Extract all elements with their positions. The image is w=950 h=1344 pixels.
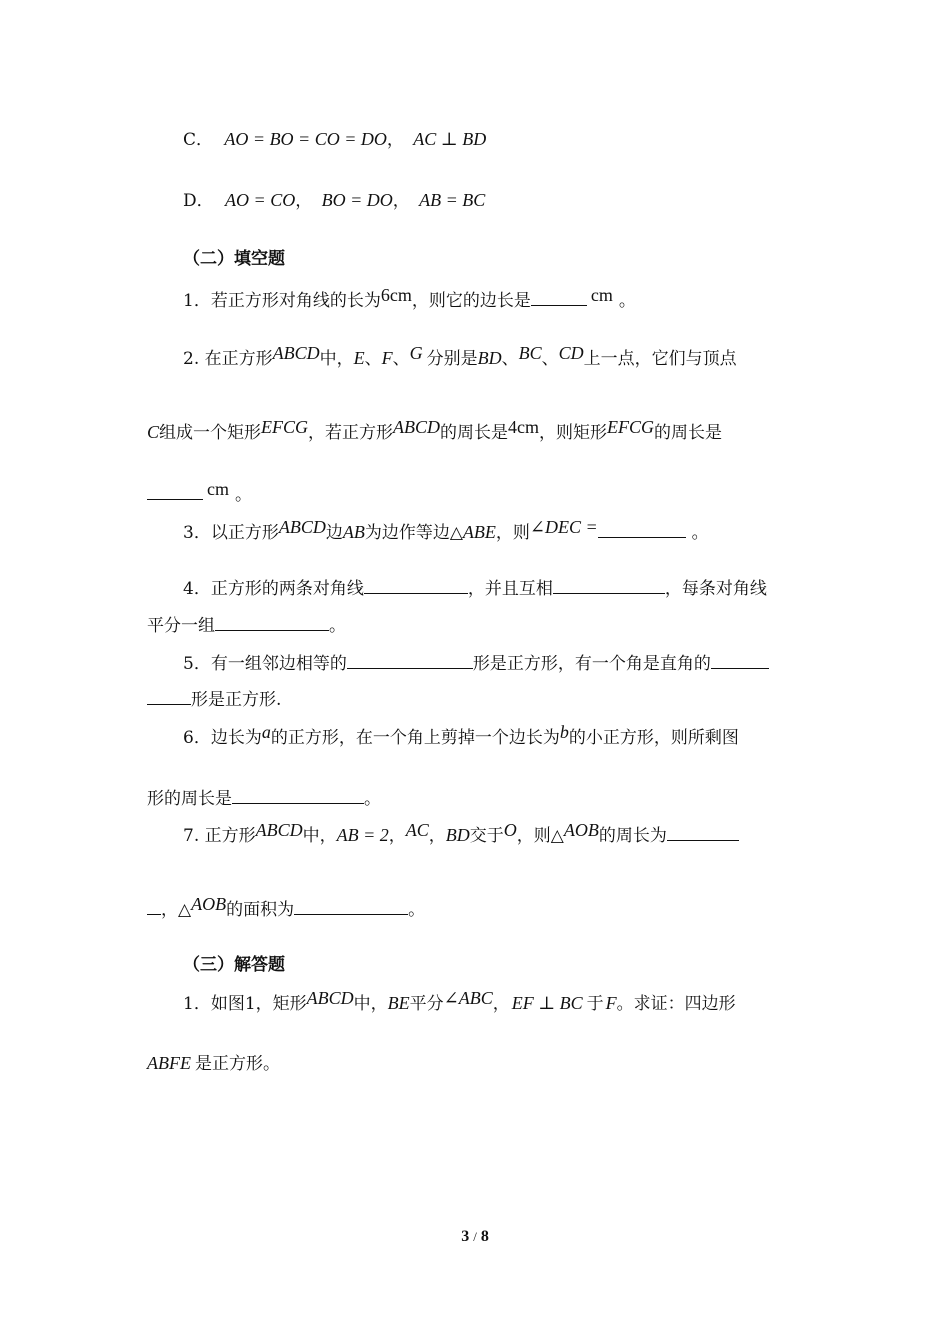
solve-q1-sep: ，	[492, 994, 510, 1014]
page-total: 8	[480, 1228, 489, 1245]
page-slash: /	[473, 1229, 477, 1244]
fill-q2-efcg2: EFCG	[607, 417, 655, 437]
fill-q2-text4: 组成一个矩形	[159, 423, 262, 443]
fill-q7-text: 7. 正方形	[183, 826, 256, 846]
fill-q5-line2	[147, 686, 281, 712]
page-current: 3	[461, 1228, 470, 1245]
fill-q2-g: G	[409, 343, 423, 363]
option-c-sep: ，	[386, 130, 404, 150]
fill-q2-text5: ，若正方形	[308, 423, 394, 443]
fill-q7-o: O	[503, 820, 517, 840]
fill-q2-blank[interactable]	[147, 481, 203, 500]
fill-q3-text: 3．以正方形	[183, 523, 279, 543]
fill-q4-text4: 平分一组	[147, 616, 215, 636]
solve-heading: （三）解答题	[183, 955, 285, 975]
fill-q5-blank1[interactable]	[347, 650, 473, 669]
fill-q2-line3	[147, 481, 252, 507]
fill-q6-line2	[147, 785, 381, 811]
fill-q7-text7: 的面积为	[226, 900, 295, 920]
fill-q3-text4: ，则	[495, 523, 530, 543]
option-d	[183, 188, 485, 213]
fill-q7-abcd: ABCD	[255, 820, 303, 840]
solve-q1-text: 1．如图1，矩形	[183, 994, 307, 1014]
solve-q1-f: F	[605, 993, 617, 1013]
fill-q6-blank[interactable]	[232, 785, 364, 804]
option-d-eq3: AB = BC	[419, 190, 486, 210]
fill-q2-efcg: EFCG	[261, 417, 309, 437]
fill-q1-text: 1．若正方形对角线的长为	[183, 291, 381, 311]
fill-q4-text: 4．正方形的两条对角线	[183, 579, 364, 599]
fill-q1-text2: ，则它的边长是	[411, 291, 531, 311]
fill-q7-text4: ，则△	[516, 826, 564, 846]
fill-q2-text2: 分别是	[426, 349, 478, 369]
fill-q7-aob2: AOB	[191, 894, 227, 914]
fill-q2-e: E	[353, 348, 365, 368]
option-c	[183, 127, 486, 152]
fill-q2-text7: ，则矩形	[539, 423, 608, 443]
fill-q5-blank2-cont[interactable]	[147, 686, 191, 705]
solve-q1-abcd: ABCD	[306, 988, 354, 1008]
fill-q4-blank2[interactable]	[553, 575, 665, 594]
fill-q7-ab: AB = 2	[336, 825, 389, 845]
fill-q6-text4: 形的周长是	[147, 789, 232, 809]
fill-q2-end: 。	[235, 485, 252, 505]
fill-q3-abe: ABE	[462, 522, 496, 542]
fill-q2-cd: CD	[558, 343, 584, 363]
solve-q1-line2	[147, 1051, 280, 1076]
fill-q2-sep4: 、	[541, 349, 559, 369]
fill-q2-abcd: ABCD	[272, 343, 320, 363]
fill-q3-end: 。	[691, 523, 709, 543]
fill-q3-abcd: ABCD	[278, 517, 326, 537]
solve-q1-text5: 。求证：四边形	[616, 994, 736, 1014]
solve-q1-abfe: ABFE	[147, 1053, 191, 1073]
fill-q2-text3: 上一点，它们与顶点	[583, 349, 737, 369]
solve-q1-text3: 平分	[409, 994, 444, 1014]
fill-q1	[183, 287, 636, 313]
fill-q7-ac: AC	[405, 820, 429, 840]
fill-q2-text8: 的周长是	[654, 423, 723, 443]
option-c-label: C．	[183, 130, 214, 150]
fill-q5-text2: 形是正方形，有一个角是直角的	[472, 654, 711, 674]
solve-q1-angle: ∠ABC	[443, 988, 493, 1008]
fill-q5-blank2[interactable]	[711, 650, 769, 669]
fill-q1-blank[interactable]	[531, 287, 587, 306]
fill-q2-line1	[183, 343, 737, 371]
fill-q7-aob: AOB	[563, 820, 599, 840]
fill-q7-end: 。	[408, 900, 426, 920]
fill-q5-line1	[183, 650, 769, 676]
fill-q6-line1	[183, 722, 739, 750]
option-d-sep2: ，	[392, 191, 410, 211]
fill-q7-text5: 的周长为	[598, 826, 667, 846]
fill-q7-sep1: ，	[388, 826, 406, 846]
fill-q6-text2: 的正方形，在一个角上剪掉一个边长为	[270, 728, 560, 748]
fill-q2-bc: BC	[518, 343, 542, 363]
fill-q2-num: 2. 在正方形	[183, 349, 273, 369]
fill-q2-sep3: 、	[501, 349, 519, 369]
fill-q1-end: 。	[618, 291, 636, 311]
fill-q3-blank[interactable]	[598, 519, 686, 538]
fill-q4-line1	[183, 575, 767, 601]
fill-q4-text3: ，每条对角线	[664, 579, 767, 599]
fill-q7-blank1[interactable]	[667, 822, 739, 841]
fill-q4-blank1[interactable]	[364, 575, 468, 594]
fill-q4-end: 。	[329, 616, 346, 636]
fill-q3-angle: ∠DEC =	[529, 517, 598, 537]
fill-q2-bd: BD	[477, 348, 502, 368]
solve-q1-ef-perp-bc: EF ⊥ BC	[511, 993, 583, 1013]
fill-q6-end: 。	[364, 789, 381, 809]
fill-q2-c-point: C	[147, 422, 160, 442]
fill-q6-a: a	[261, 722, 271, 742]
fill-q7-blank1-cont[interactable]	[147, 896, 161, 915]
fill-q7-text3: 交于	[469, 826, 504, 846]
fill-q6-text3: 的小正方形，则所剩图	[568, 728, 739, 748]
fill-q7-text2: 中，	[302, 826, 337, 846]
fill-q2-unit: cm	[207, 479, 229, 499]
fill-q2-text: 中，	[319, 349, 354, 369]
fill-q2-sep2: 、	[392, 349, 410, 369]
solve-q1-text2: 中，	[353, 994, 388, 1014]
fill-q5-text: 5．有一组邻边相等的	[183, 654, 347, 674]
fill-q7-line1	[183, 822, 739, 848]
fill-q3	[183, 519, 709, 545]
fill-q6-b: b	[559, 722, 569, 742]
option-d-eq2: BO = DO	[321, 190, 393, 210]
fill-q7-sep2: ，	[428, 826, 446, 846]
fill-q6-text: 6．边长为	[183, 728, 262, 748]
fill-q5-text3: 形是正方形.	[191, 690, 282, 710]
fill-q4-text2: ，并且互相	[467, 579, 553, 599]
solve-q1-text4: 于	[586, 994, 604, 1014]
page-number	[0, 1228, 950, 1246]
fill-q2-sep1: 、	[364, 349, 382, 369]
fill-q7-bd: BD	[445, 825, 470, 845]
solve-q1-be: BE	[387, 993, 410, 1013]
option-d-sep1: ，	[295, 191, 313, 211]
fill-q2-abcd2: ABCD	[393, 417, 441, 437]
fill-q3-ab: AB	[342, 522, 365, 542]
fill-q2-line2	[147, 417, 723, 445]
fill-q2-value: 4cm	[508, 417, 540, 437]
option-d-eq1: AO = CO	[225, 190, 296, 210]
fill-q4-line2	[147, 612, 346, 638]
fill-q2-f: F	[381, 348, 393, 368]
fill-q4-blank3[interactable]	[215, 612, 329, 631]
fill-q3-text3: 为边作等边△	[364, 523, 463, 543]
fill-q2-text6: 的周长是	[440, 423, 509, 443]
option-c-equation: AO = BO = CO = DO	[224, 129, 387, 149]
fill-heading: （二）填空题	[183, 249, 285, 269]
fill-q3-text2: 边	[325, 523, 343, 543]
option-c-perp: AC ⊥ BD	[413, 129, 487, 149]
fill-q7-blank2[interactable]	[294, 896, 408, 915]
fill-q1-value: 6cm	[380, 285, 412, 305]
solve-q1-text6: 是正方形。	[194, 1054, 280, 1074]
fill-q7-line2	[147, 896, 425, 922]
fill-q1-unit: cm	[590, 285, 613, 305]
fill-q7-text6: ，△	[161, 900, 192, 920]
solve-q1-line1	[183, 988, 736, 1016]
option-d-label: D．	[183, 191, 214, 211]
